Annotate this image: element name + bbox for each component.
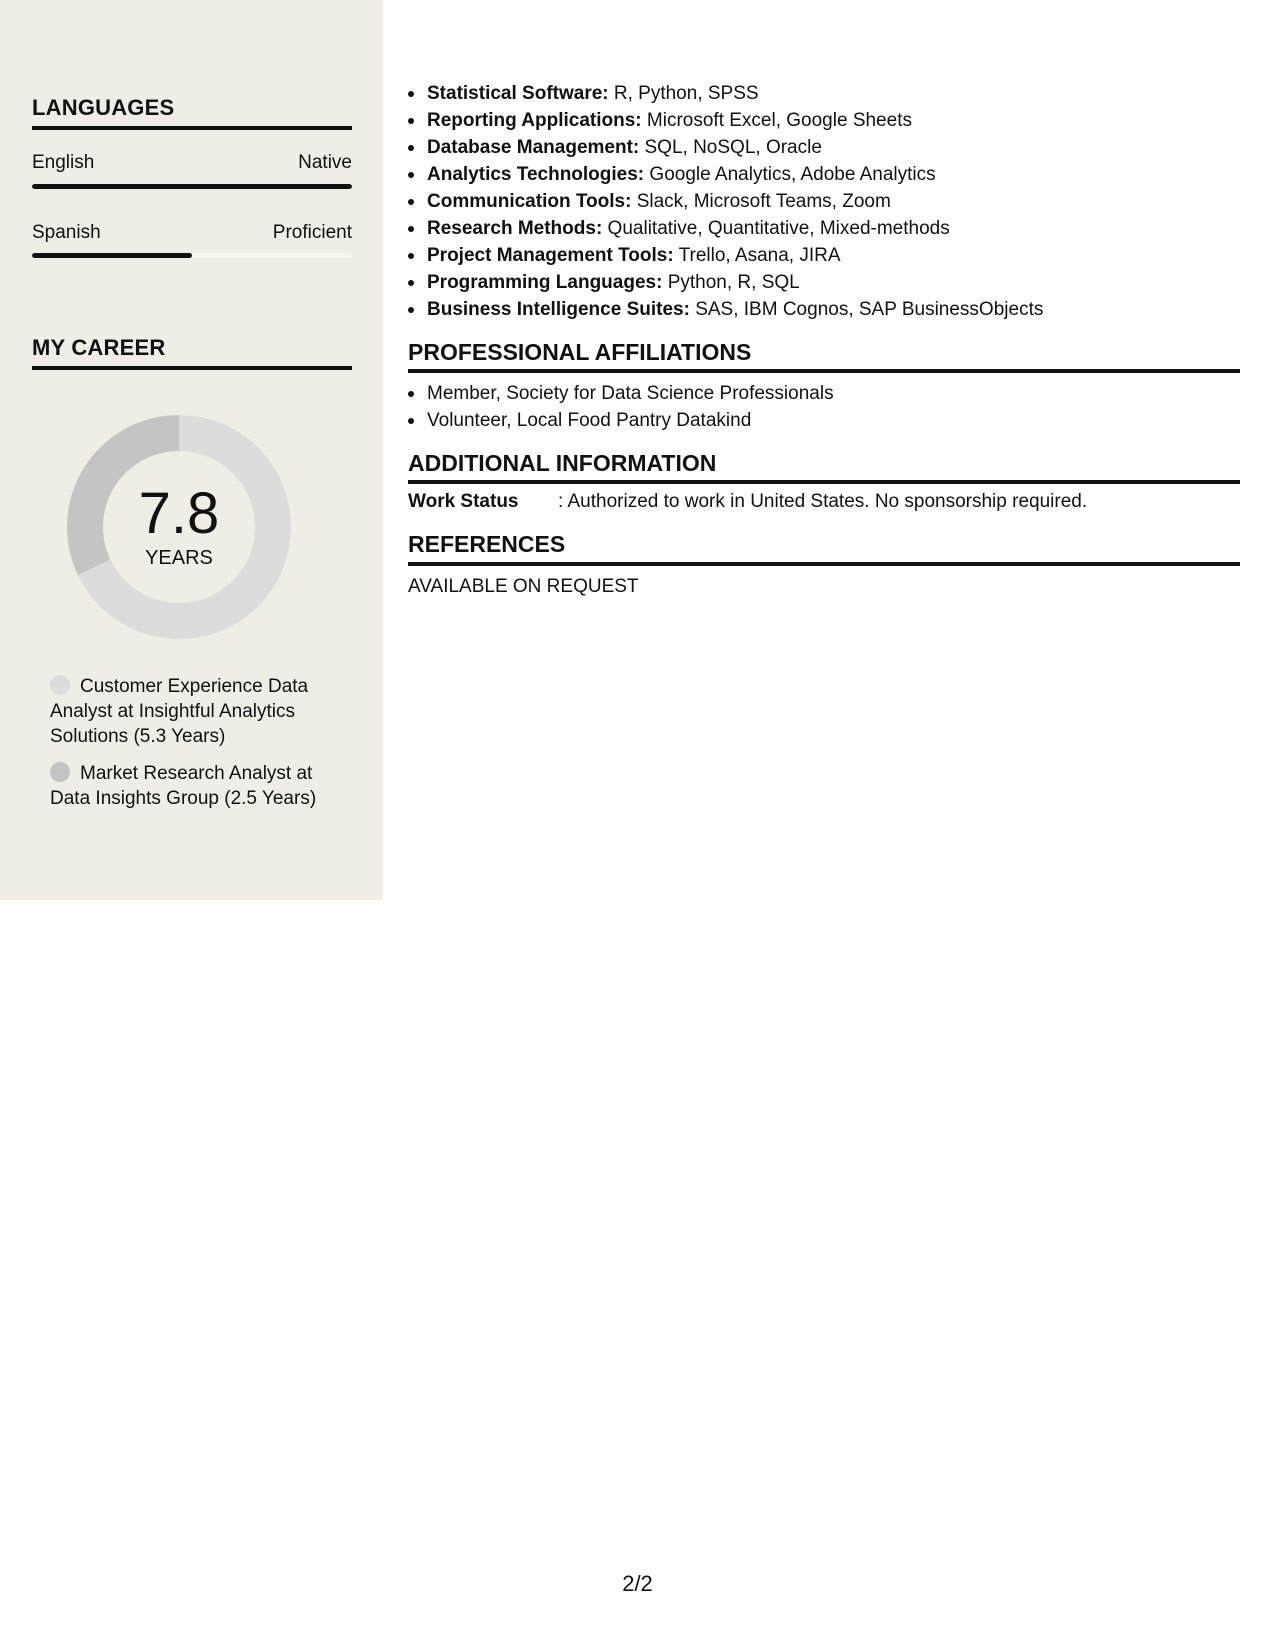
skill-item — [408, 215, 1240, 242]
career-total-unit: YEARS — [145, 546, 213, 569]
skill-item — [408, 161, 1240, 188]
work-status-value: : Authorized to work in United States. No sponsorship required. — [558, 491, 1088, 512]
language-name: Spanish — [32, 222, 101, 243]
career-legend-item — [50, 761, 320, 811]
work-status-label: Work Status — [408, 491, 519, 512]
skill-item — [408, 134, 1240, 161]
skill-label: Programming Languages: — [427, 272, 663, 293]
additional-info-heading: ADDITIONAL INFORMATION — [408, 450, 717, 476]
skill-item — [408, 107, 1240, 134]
language-bar-spanish — [32, 253, 352, 258]
affiliation-item: Member, Society for Data Science Professionals — [408, 380, 1240, 407]
references-heading: REFERENCES — [408, 531, 566, 557]
legend-dot-icon — [50, 675, 70, 695]
language-level: Native — [298, 152, 352, 173]
skill-item — [408, 242, 1240, 269]
work-status-row — [408, 491, 1240, 513]
languages-heading-rule — [32, 126, 352, 130]
language-row-english — [32, 152, 352, 174]
skill-item — [408, 296, 1240, 323]
language-bar-fill — [32, 253, 192, 258]
skill-label: Statistical Software: — [427, 83, 609, 104]
skill-label: Analytics Technologies: — [427, 164, 645, 185]
language-bar-english — [32, 184, 352, 189]
skill-value: Microsoft Excel, Google Sheets — [641, 110, 912, 131]
career-heading: MY CAREER — [32, 335, 166, 360]
page-number: 2/2 — [622, 1571, 653, 1596]
language-level: Proficient — [272, 222, 352, 243]
skill-label: Project Management Tools: — [427, 245, 674, 266]
career-legend-label: Market Research Analyst at Data Insights Group (2.5 Years) — [50, 763, 317, 809]
skill-value: Google Analytics, Adobe Analytics — [644, 164, 936, 185]
sidebar — [0, 0, 383, 900]
language-name: English — [32, 152, 95, 173]
references-heading-rule — [408, 562, 1240, 566]
language-row-spanish — [32, 222, 352, 244]
skill-value: Qualitative, Quantitative, Mixed-methods — [602, 218, 950, 239]
affiliations-heading: PROFESSIONAL AFFILIATIONS — [408, 339, 752, 365]
career-donut-center — [66, 414, 292, 640]
skill-value: Slack, Microsoft Teams, Zoom — [631, 191, 891, 212]
skill-item — [408, 188, 1240, 215]
career-total-value: 7.8 — [138, 480, 220, 546]
skill-item — [408, 80, 1240, 107]
affiliations-heading-rule — [408, 369, 1240, 373]
career-legend-label: Customer Experience Data Analyst at Insightful Analytics Solutions (5.3 Years) — [50, 676, 309, 747]
skill-label: Research Methods: — [427, 218, 603, 239]
legend-dot-icon — [50, 762, 70, 782]
career-heading-rule — [32, 366, 352, 370]
skill-value: Trello, Asana, JIRA — [673, 245, 841, 266]
skill-label: Database Management: — [427, 137, 640, 158]
skill-label: Communication Tools: — [427, 191, 632, 212]
skill-value: Python, R, SQL — [662, 272, 800, 293]
skill-value: SQL, NoSQL, Oracle — [639, 137, 822, 158]
skill-value: R, Python, SPSS — [608, 83, 759, 104]
skill-label: Business Intelligence Suites: — [427, 299, 690, 320]
additional-info-heading-rule — [408, 480, 1240, 484]
affiliation-item: Volunteer, Local Food Pantry Datakind — [408, 407, 1240, 434]
languages-heading: LANGUAGES — [32, 95, 175, 120]
language-bar-fill — [32, 184, 352, 189]
career-legend-item — [50, 674, 320, 749]
skills-list — [408, 80, 1240, 323]
career-donut-chart — [66, 414, 292, 640]
skill-label: Reporting Applications: — [427, 110, 642, 131]
skill-item — [408, 269, 1240, 296]
skill-value: SAS, IBM Cognos, SAP BusinessObjects — [689, 299, 1044, 320]
references-text: AVAILABLE ON REQUEST — [408, 576, 639, 597]
affiliations-list — [408, 380, 1240, 434]
